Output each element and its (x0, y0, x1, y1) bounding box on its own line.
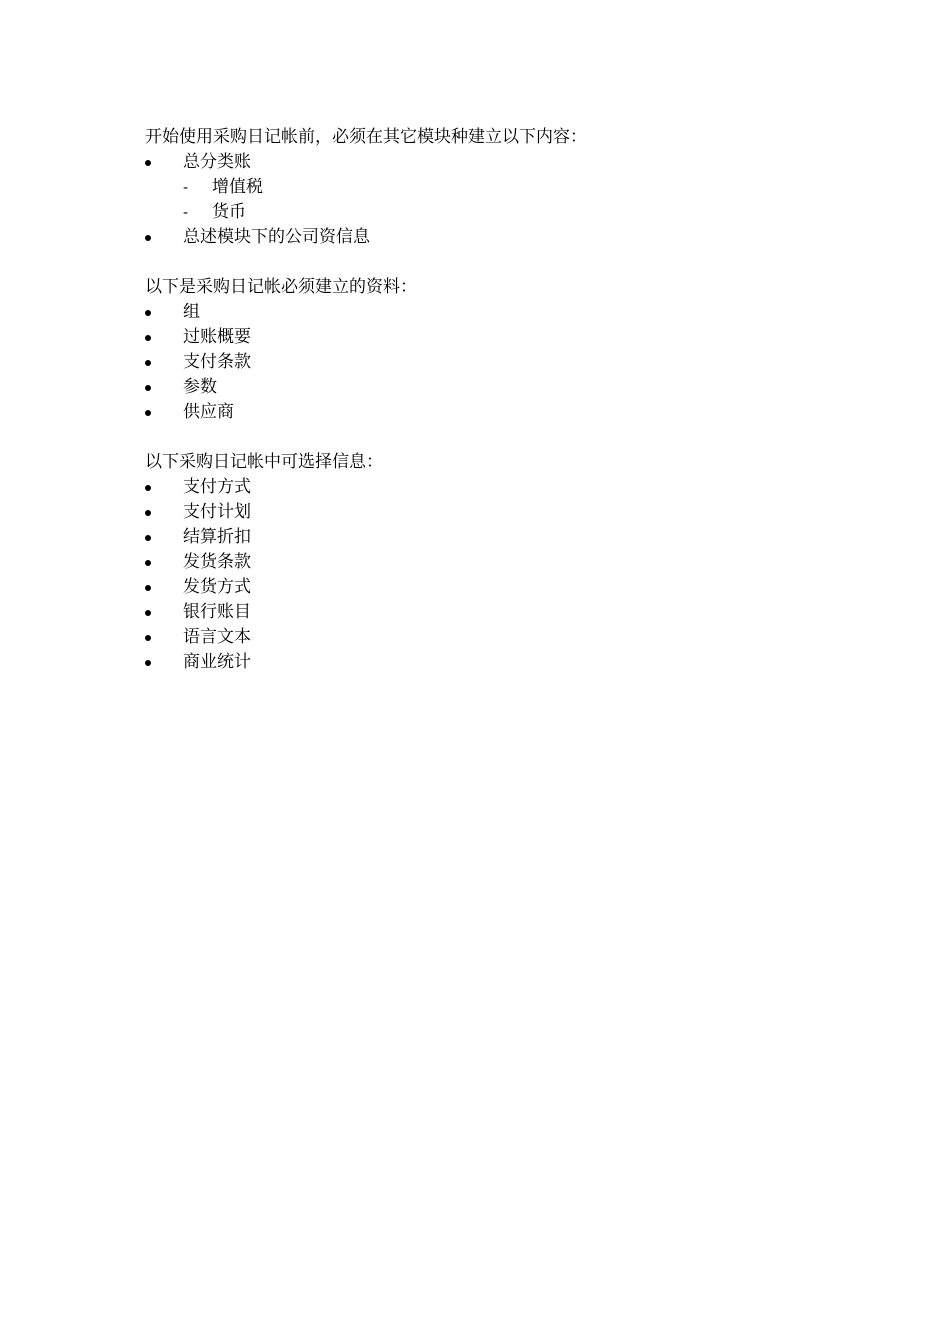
bullet-icon (145, 560, 151, 566)
list-item (145, 225, 845, 250)
list-item-label: 支付计划 (183, 502, 251, 522)
list-item (145, 600, 845, 625)
list-item (145, 500, 845, 525)
list-item-label: 发货方式 (183, 577, 251, 597)
bullet-icon (145, 235, 151, 241)
prerequisites-section (145, 125, 845, 250)
list-item-label: 过账概要 (183, 327, 251, 347)
list-item (145, 525, 845, 550)
sub-list-item-label: 货币 (212, 202, 246, 222)
list-item (145, 650, 845, 675)
prerequisites-intro: 开始使用采购日记帐前，必须在其它模块种建立以下内容： (145, 127, 587, 147)
list-item (145, 475, 845, 500)
list-item-label: 供应商 (183, 402, 234, 422)
list-item (145, 375, 845, 400)
bullet-icon (145, 635, 151, 641)
list-item (145, 300, 845, 325)
bullet-icon (145, 660, 151, 666)
list-item (145, 325, 845, 350)
list-item-label: 支付条款 (183, 352, 251, 372)
list-item-label: 总述模块下的公司资信息 (183, 227, 370, 247)
document-page (145, 125, 845, 675)
bullet-icon (145, 335, 151, 341)
list-item-label: 语言文本 (183, 627, 251, 647)
list-item-label: 组 (183, 302, 200, 322)
required-data-list (145, 300, 845, 425)
optional-data-intro: 以下采购日记帐中可选择信息： (145, 452, 383, 472)
bullet-icon (145, 310, 151, 316)
dash-icon: - (183, 178, 189, 196)
bullet-icon (145, 535, 151, 541)
list-item-label: 结算折扣 (183, 527, 251, 547)
list-item-label: 参数 (183, 377, 217, 397)
sub-list-item (145, 175, 845, 200)
sub-list-item-label: 增值税 (212, 177, 263, 197)
list-item (145, 575, 845, 600)
list-item (145, 625, 845, 650)
bullet-icon (145, 510, 151, 516)
bullet-icon (145, 160, 151, 166)
prerequisites-list (145, 150, 845, 250)
dash-icon: - (183, 203, 189, 221)
bullet-icon (145, 610, 151, 616)
bullet-icon (145, 385, 151, 391)
bullet-icon (145, 585, 151, 591)
list-item (145, 150, 845, 225)
optional-data-section (145, 450, 845, 675)
bullet-icon (145, 485, 151, 491)
required-data-section (145, 275, 845, 425)
list-item (145, 350, 845, 375)
sub-list (183, 175, 845, 225)
list-item-label: 商业统计 (183, 652, 251, 672)
list-item-label: 总分类账 (183, 152, 251, 172)
bullet-icon (145, 360, 151, 366)
bullet-icon (145, 410, 151, 416)
list-item-label: 银行账目 (183, 602, 251, 622)
list-item-label: 发货条款 (183, 552, 251, 572)
list-item (145, 550, 845, 575)
list-item-label: 支付方式 (183, 477, 251, 497)
optional-data-list (145, 475, 845, 675)
list-item (145, 400, 845, 425)
sub-list-item (145, 200, 845, 225)
required-data-intro: 以下是采购日记帐必须建立的资料： (145, 277, 417, 297)
